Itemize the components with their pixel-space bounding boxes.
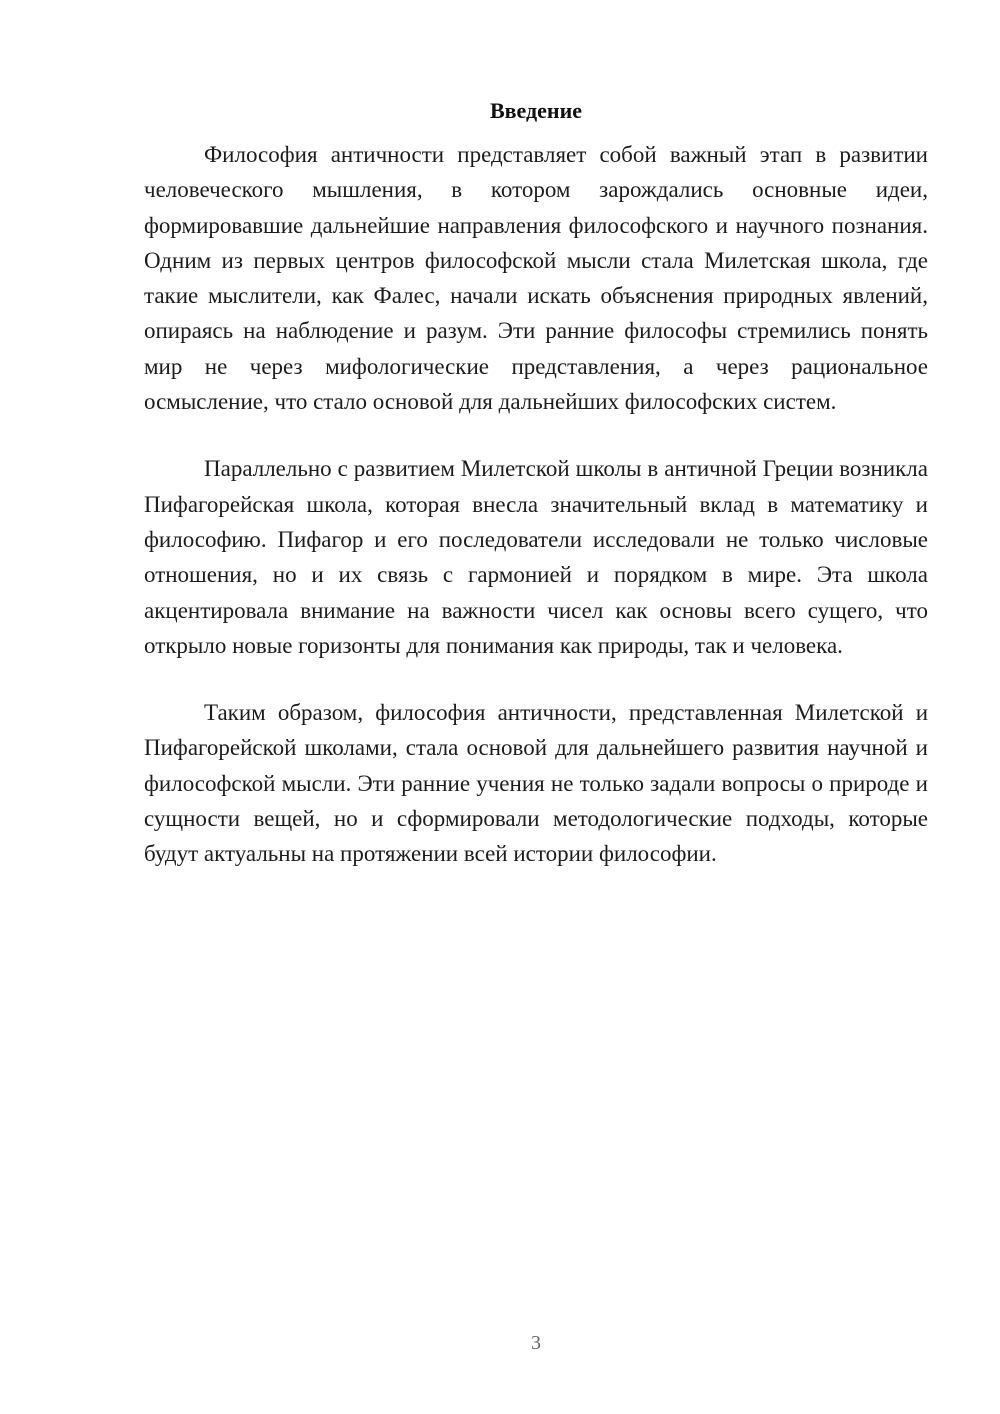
page-number: 3: [531, 1332, 541, 1354]
section-title: Введение: [489, 98, 583, 123]
paragraph-3: Таким образом, философия античности, представленная Милетской и Пифагорейской школами, стала основой для дальнейшего развития научной и философской мысли. Эти ранние учения не только задали вопросы о природе и сущности вещей, но и сформировали методологические подходы, которые будут актуальны на протяжении всей истории философии.: [144, 700, 928, 867]
paragraph-2: Параллельно с развитием Милетской школы в античной Греции возникла Пифагорейская школа, которая внесла значительный вклад в математику и философию. Пифагор и его последователи исследовали не только числовые отношения, но и их связь с гармонией и порядком в мире. Эта школа акцентировала внимание на важности чисел как основы всего сущего, что открыло новые горизонты для понимания как природы, так и человека.: [144, 456, 928, 658]
paragraph-1: Философия античности представляет собой важный этап в развитии человеческого мышления, в котором зарождались основные идеи, формировавшие дальнейшие направления философского и научного познания. Одним из первых центров философской мысли стала Милетская школа, где такие мыслители, как Фалес, начали искать объяснения природных явлений, опираясь на наблюдение и разум. Эти ранние философы стремились понять мир не через мифологические представления, а через рациональное осмысление, что стало основой для дальнейших философских систем.: [144, 142, 928, 415]
page-content: [144, 94, 928, 904]
